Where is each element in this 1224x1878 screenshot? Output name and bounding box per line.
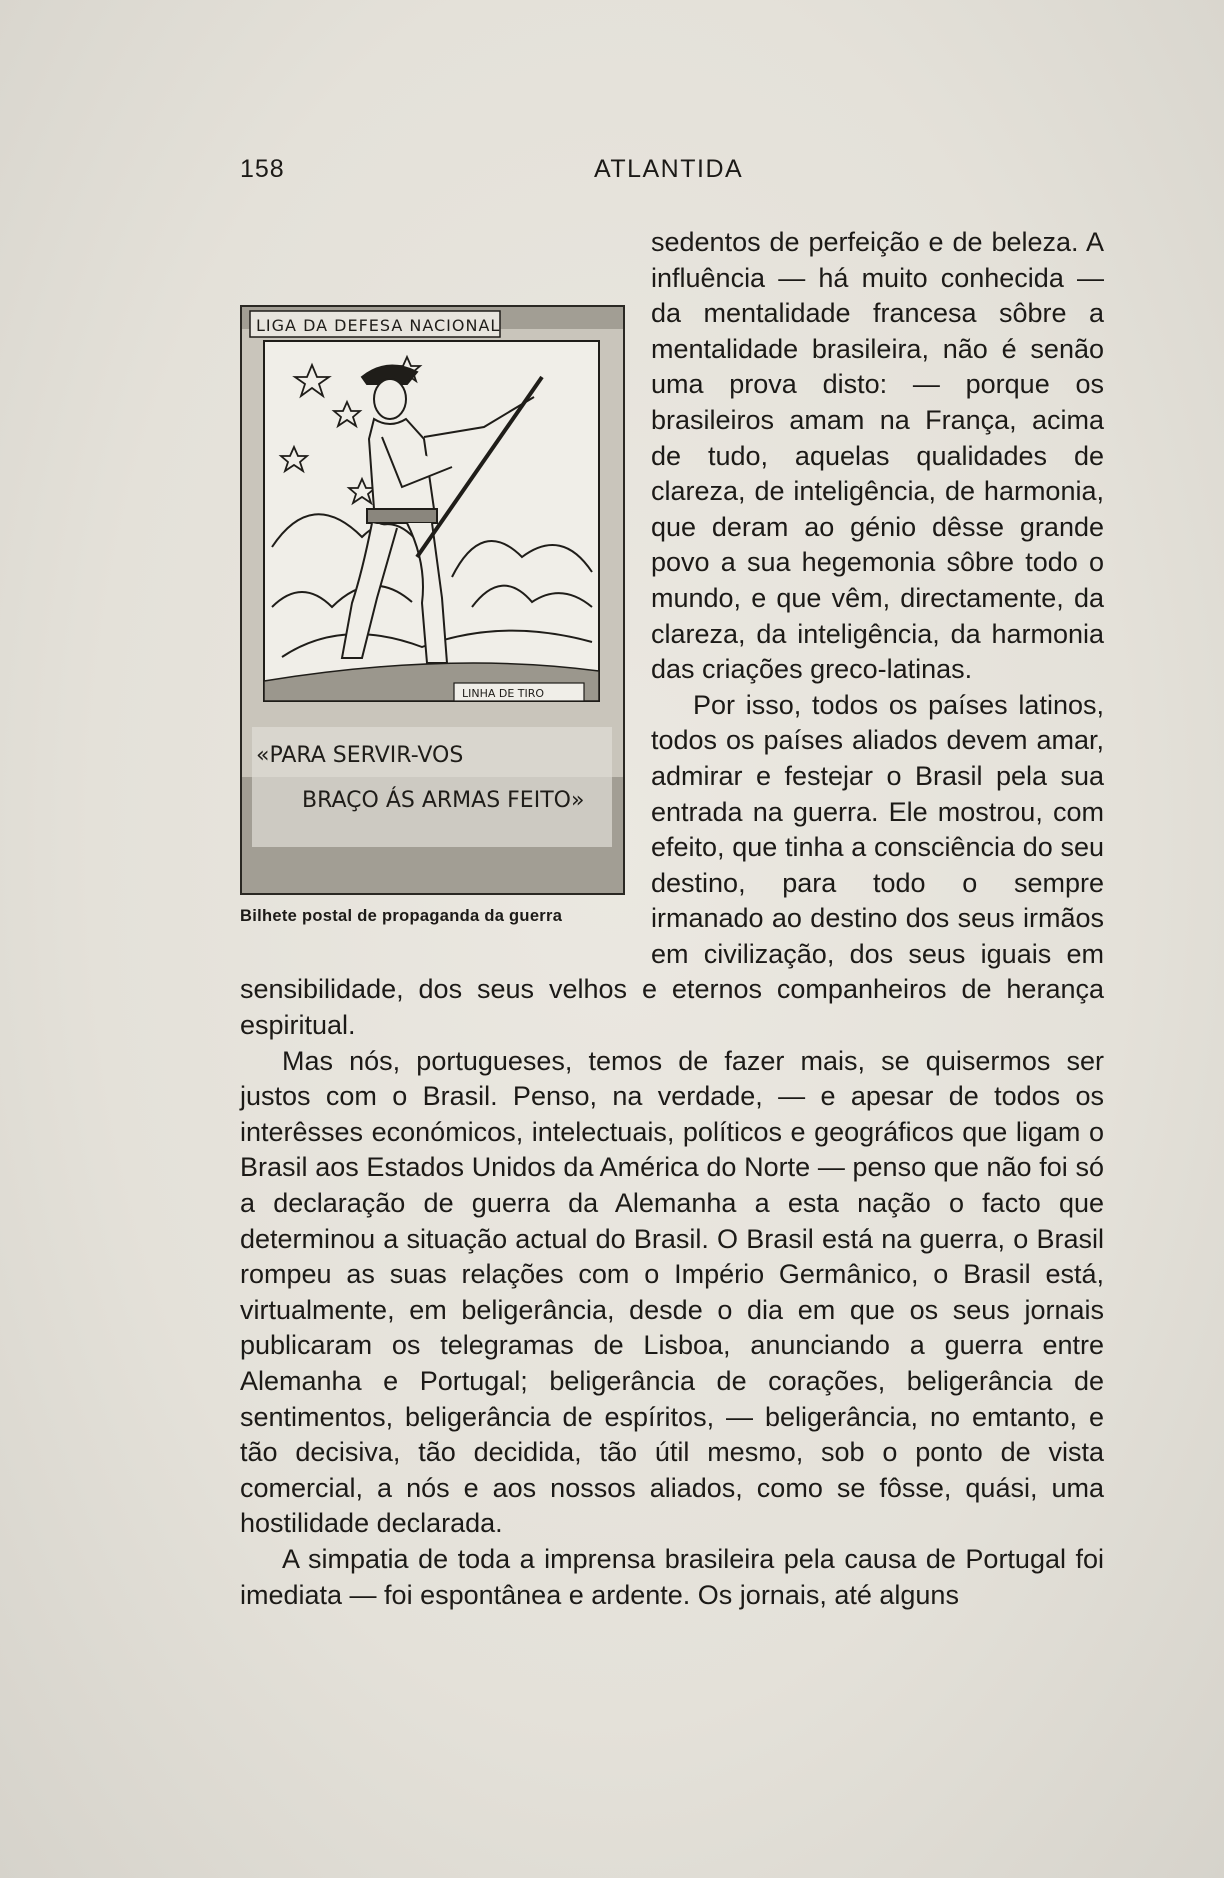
paragraph-3: Mas nós, portugueses, temos de fazer mais, se quisermos ser justos com o Brasil. Penso, na verdade, — e apesar de todos os interêsses económicos, intelectuais, políticos e geográficos que ligam o Brasil aos Estados Unidos da América do Norte — penso que não foi só a declaração de guerra da Alemanha a esta nação o facto que determinou a situação actual do Brasil. O Brasil está na guerra, o Brasil rompeu as suas relações com o Império Germânico, o Brasil está, virtualmente, em beligerância, desde o dia em que os seus jornais publicaram os telegramas de Lisboa, anunciando a guerra entre Alemanha e Portugal; beligerância de corações, beligerância de sentimentos, beligerância de espíritos, — beligerância, no emtanto, e tão decisiva, tão decidida, tão útil mesmo, sob o ponto de vista comercial, a nós e aos nossos aliados, como se fôsse, quási, uma hostilidade declarada. xyxy=(240,1045,1104,1539)
postcard-motto-line2: BRAÇO ÁS ARMAS FEITO» xyxy=(302,788,585,813)
postcard-drawing xyxy=(242,307,623,893)
figure-caption: Bilhete postal de propaganda da guerra xyxy=(240,907,563,925)
postcard-illustration xyxy=(240,305,625,895)
body-text xyxy=(240,225,1104,1613)
paragraph-4: A simpatia de toda a imprensa brasileira pela causa de Portugal foi imediata — foi espontânea e ardente. Os jornais, até alguns xyxy=(240,1543,1104,1610)
paragraph-2: Por isso, todos os países latinos, todos os países aliados devem amar, admirar e festejar o Brasil pela sua entrada na guerra. Ele mostrou, com efeito, que tinha a consciência do seu destino, para todo o sempre irmanado ao destino dos seus irmãos em civilização, dos seus iguais em sensibilidade, dos seus velhos e eternos companheiros de herança espiritual. xyxy=(240,689,1104,1041)
postcard-sign-text: LINHA DE TIRO xyxy=(462,687,545,700)
running-title: ATLANTIDA xyxy=(594,155,744,183)
paragraph-1: sedentos de perfeição e de beleza. A influência — há muito conhecida — da mentalidade francesa sôbre a mentalidade brasileira, não é senão uma prova disto: — porque os brasileiros amam na França, acima de tudo, aquelas qualidades de clareza, de inteligência, de harmonia, que deram ao génio dêsse grande povo a sua hegemonia sôbre todo o mundo, e que vêm, directamente, da clareza, da inteligência, da harmonia das criações greco-latinas. xyxy=(651,227,1104,685)
page-number: 158 xyxy=(240,155,285,183)
postcard-banner-text: LIGA DA DEFESA NACIONAL xyxy=(256,316,501,335)
running-head xyxy=(240,155,1105,191)
postcard-motto-line1: «PARA SERVIR-VOS xyxy=(256,743,464,768)
postcard-figure xyxy=(240,305,625,935)
